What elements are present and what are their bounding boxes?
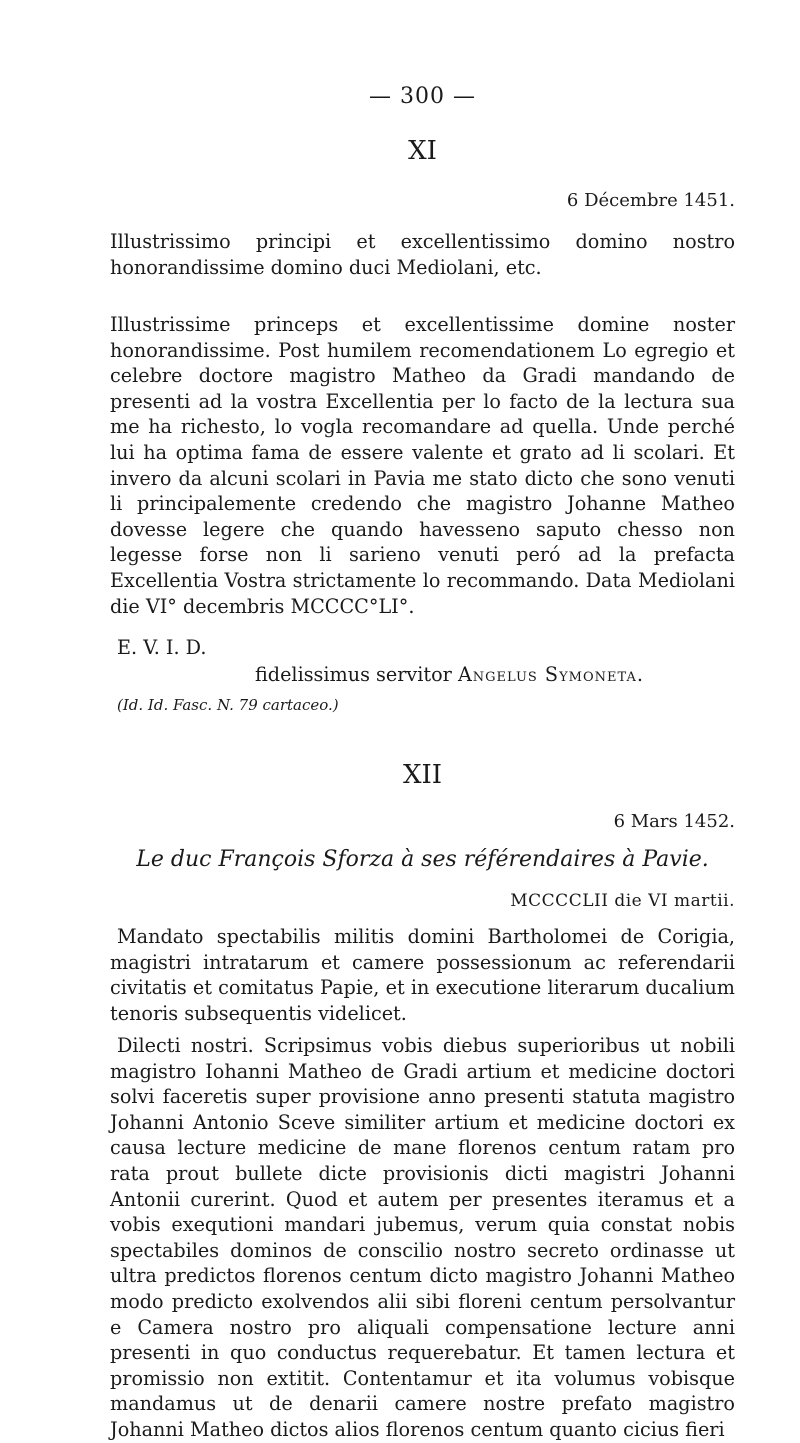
document-title: Le duc François Sforza à ses référendaires à Pavie. (136, 847, 709, 872)
page-number: — 300 — (369, 84, 476, 109)
letter-body-xi: Illustrissime princeps et excellentissime domine noster honorandissime. Post humilem recomendationem Lo egregio et celebre doctore magistro Matheo da Gradi mandando de presenti ad la vostra Excellentia per lo facto de la lectura sua me ha richesto, lo vogla recomandare ad quella. Unde perché lui ha optima fama de essere valente et grato ad li scolari. Et invero da alcuni scolari in Pavia me stato dicto che sono venuti li principalemente credendo che magistro Johanne Matheo dovesse legere che quando havesseno saputo chesso non legesse forse non li sarieno venuti peró ad la prefacta Excellentia Vostra strictamente lo recommando. Data Mediolani die VI° decembris MCCCC°LI°. (110, 313, 735, 618)
section-number-xii: XII (402, 760, 443, 790)
date-xii: 6 Mars 1452. (613, 811, 735, 832)
section-number-xi: XI (408, 136, 437, 166)
dateline: MCCCCLII die VI martii. (510, 891, 735, 911)
signature: Angelus Symoneta. (457, 663, 644, 686)
closing-formula: fidelissimus servitor (255, 663, 452, 686)
initials: E. V. I. D. (117, 636, 207, 659)
closing-line (255, 662, 644, 687)
date-xi: 6 Décembre 1451. (566, 190, 735, 211)
source-note: (Id. Id. Fasc. N. 79 cartaceo.) (117, 696, 339, 714)
address-paragraph: Illustrissimo principi et excellentissimo domino nostro honorandissime domino duci Mediolani, etc. (110, 230, 735, 279)
paragraph-mandato: Mandato spectabilis militis domini Bartholomei de Corigia, magistri intratarum et camere possessionum ac referendarii civitatis et comitatus Papie, et in executione literarum ducalium tenoris subsequentis videlicet. (110, 925, 735, 1025)
paragraph-dilecti: Dilecti nostri. Scripsimus vobis diebus superioribus ut nobili magistro Iohanni Matheo de Gradi artium et medicine doctori solvi faceretis super provisione anno presenti statuta magistro Johanni Antonio Sceve similiter artium et medicine doctori ex causa lecture medicine de mane florenos centum ratam pro rata prout bullete dicte provisionis dicti magistri Johanni Antonii curerint. Quod et autem per presentes iteramus et a vobis exequtioni mandari jubemus, verum quia constat nobis spectabiles dominos de conscilio nostro secreto ordinasse ut ultra predictos florenos centum dicto magistro Johanni Matheo modo predicto exolvendos alii sibi floreni centum persolvantur e Camera nostro pro aliquali compensatione lecture anni presenti in quo conductus requerebatur. Et tamen lectura et promissio non extitit. Contentamur et ita volumus vobisque mandamus ut de denarii camere nostre prefato magistro Johanni Matheo dictos alios florenos centum quanto cicius fieri (110, 1034, 735, 1441)
